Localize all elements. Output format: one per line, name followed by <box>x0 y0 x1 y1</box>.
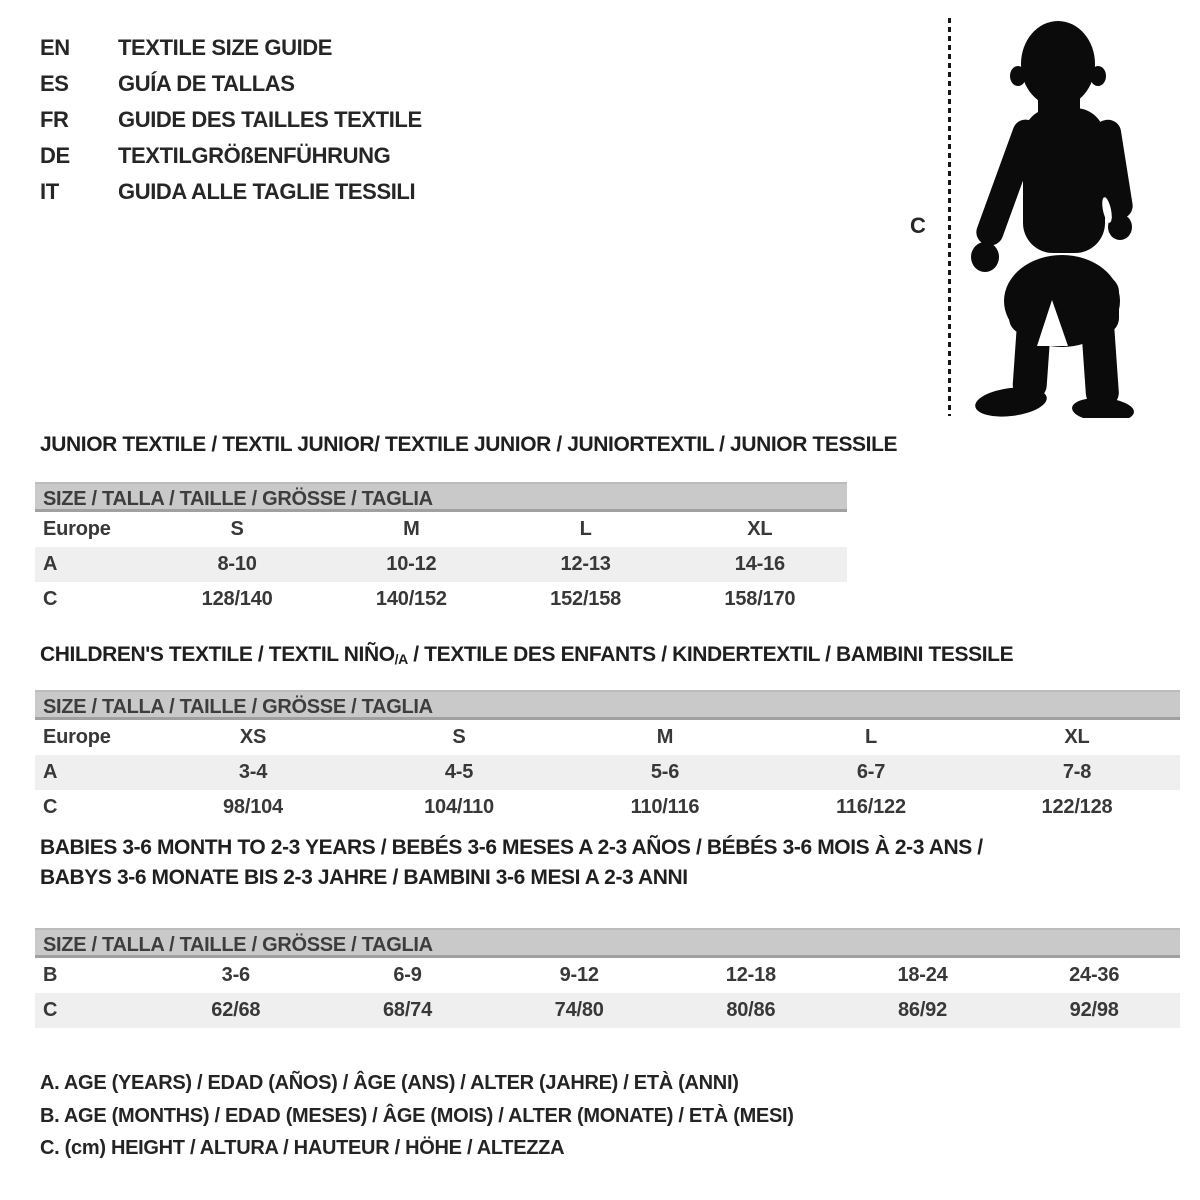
table-cell: 12-13 <box>560 553 611 575</box>
language-row-es <box>40 66 422 102</box>
children-height-row <box>35 790 1180 825</box>
height-measure-label: C <box>910 213 926 238</box>
guide-title-de: TEXTILGRÖßENFÜHRUNG <box>118 143 391 168</box>
size-column: L <box>579 518 592 540</box>
table-cell: 74/80 <box>554 999 604 1021</box>
language-code: FR <box>40 107 69 132</box>
table-cell: 14-16 <box>734 553 785 575</box>
guide-title-en: TEXTILE SIZE GUIDE <box>118 35 333 60</box>
row-label: C <box>43 588 58 610</box>
table-cell: 6-7 <box>856 761 886 783</box>
table-cell: 12-18 <box>725 964 776 986</box>
table-cell: 140/152 <box>375 588 447 610</box>
size-column: M <box>403 518 420 540</box>
row-label: B <box>43 964 58 986</box>
children-section-title <box>40 643 1013 667</box>
table-cell: 6-9 <box>393 964 422 986</box>
language-code: DE <box>40 143 70 168</box>
table-cell: 18-24 <box>897 964 948 986</box>
table-cell: 9-12 <box>559 964 599 986</box>
row-label: A <box>43 553 58 575</box>
babies-section-title-line1: BABIES 3-6 MONTH TO 2-3 YEARS / BEBÉS 3-6 MESES A 2-3 AÑOS / BÉBÉS 3-6 MOIS À 2-3 ANS / <box>40 836 983 859</box>
footnote-age-months: B. AGE (MONTHS) / EDAD (MESES) / ÂGE (MOIS) / ALTER (MONATE) / ETÀ (MESI) <box>40 1105 794 1127</box>
table-cell: 158/170 <box>724 588 796 610</box>
babies-size-header-bar: SIZE / TALLA / TAILLE / GRÖSSE / TAGLIA <box>35 928 1180 958</box>
table-cell: 98/104 <box>223 796 283 818</box>
guide-title-es: GUÍA DE TALLAS <box>118 71 295 96</box>
children-age-row <box>35 755 1180 790</box>
table-cell: 3-4 <box>238 761 268 783</box>
table-cell: 4-5 <box>444 761 474 783</box>
children-size-header-bar: SIZE / TALLA / TAILLE / GRÖSSE / TAGLIA <box>35 690 1180 720</box>
language-row-it <box>40 174 422 210</box>
babies-months-row <box>35 958 1180 993</box>
children-title-suffix: /A <box>394 651 408 667</box>
table-cell: 116/122 <box>836 796 906 818</box>
junior-columns-row <box>35 512 847 547</box>
size-column: XS <box>239 726 267 748</box>
size-column: S <box>230 518 244 540</box>
size-column: XL <box>1064 726 1090 748</box>
babies-section-title-line2: BABYS 3-6 MONATE BIS 2-3 JAHRE / BAMBINI 3-6 MESI A 2-3 ANNI <box>40 866 688 889</box>
table-cell: 110/116 <box>630 796 700 818</box>
table-cell: 62/68 <box>211 999 261 1021</box>
size-column: L <box>864 726 878 748</box>
language-row-fr <box>40 102 422 138</box>
children-title-rest: / TEXTILE DES ENFANTS / KINDERTEXTIL / BAMBINI TESSILE <box>407 643 1014 666</box>
babies-height-row <box>35 993 1180 1028</box>
table-cell: 3-6 <box>221 964 250 986</box>
table-cell: 7-8 <box>1062 761 1092 783</box>
table-cell: 24-36 <box>1069 964 1120 986</box>
table-cell: 92/98 <box>1069 999 1119 1021</box>
table-cell: 10-12 <box>386 553 437 575</box>
size-column: XL <box>747 518 773 540</box>
table-cell: 68/74 <box>382 999 433 1021</box>
row-label: C <box>43 999 58 1021</box>
language-code: EN <box>40 35 70 60</box>
row-label: C <box>43 796 58 818</box>
children-size-table <box>35 690 1180 825</box>
children-columns-row <box>35 720 1180 755</box>
row-label: A <box>43 761 58 783</box>
junior-height-row <box>35 582 847 617</box>
junior-age-row <box>35 547 847 582</box>
table-cell: 104/110 <box>424 796 494 818</box>
size-column: S <box>452 726 466 748</box>
babies-size-table <box>35 928 1180 1028</box>
size-column: M <box>656 726 674 748</box>
footnote-age-years: A. AGE (YEARS) / EDAD (AÑOS) / ÂGE (ANS) / ALTER (JAHRE) / ETÀ (ANNI) <box>40 1072 739 1094</box>
table-cell: 86/92 <box>897 999 948 1021</box>
toddler-silhouette-icon <box>965 14 1137 418</box>
language-row-en <box>40 30 422 66</box>
table-cell: 128/140 <box>201 588 273 610</box>
table-cell: 80/86 <box>726 999 776 1021</box>
junior-size-table <box>35 482 847 617</box>
language-code: IT <box>40 179 59 204</box>
table-cell: 5-6 <box>650 761 680 783</box>
height-measure-dashed-line <box>948 18 951 416</box>
guide-title-it: GUIDA ALLE TAGLIE TESSILI <box>118 179 416 204</box>
table-cell: 122/128 <box>1041 796 1113 818</box>
table-cell: 8-10 <box>217 553 257 575</box>
region-label: Europe <box>43 726 111 748</box>
children-title-text: CHILDREN'S TEXTILE / TEXTIL NIÑO <box>40 643 395 666</box>
footnote-height-cm: C. (cm) HEIGHT / ALTURA / HAUTEUR / HÖHE / ALTEZZA <box>40 1137 565 1159</box>
table-cell: 152/158 <box>550 588 622 610</box>
language-title-list <box>40 30 422 210</box>
junior-size-header-bar: SIZE / TALLA / TAILLE / GRÖSSE / TAGLIA <box>35 482 847 512</box>
language-code: ES <box>40 71 69 96</box>
region-label: Europe <box>43 518 111 540</box>
junior-section-title: JUNIOR TEXTILE / TEXTIL JUNIOR/ TEXTILE JUNIOR / JUNIORTEXTIL / JUNIOR TESSILE <box>40 433 898 456</box>
language-row-de <box>40 138 422 174</box>
guide-title-fr: GUIDE DES TAILLES TEXTILE <box>118 107 422 132</box>
